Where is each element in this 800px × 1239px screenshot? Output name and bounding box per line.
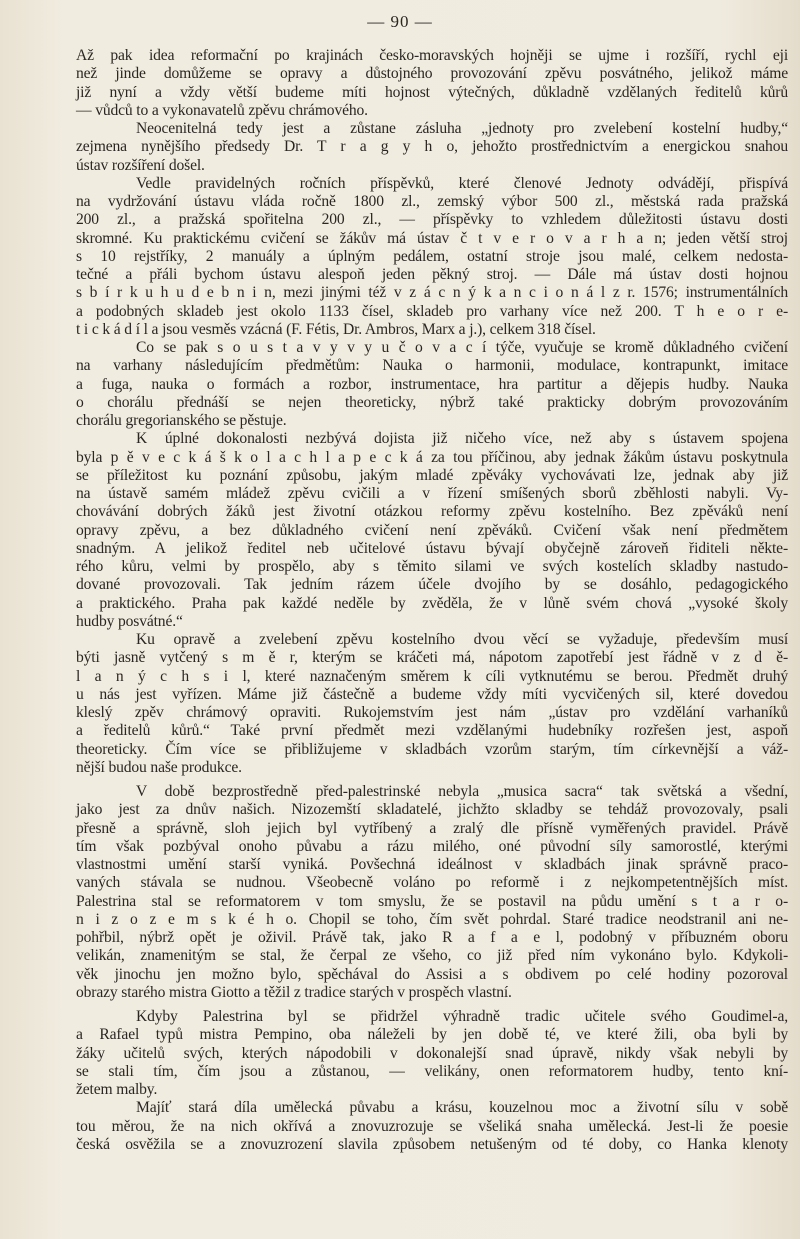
text-line: chovávání dobrých žáků jest životní otázkou reformy zpěvu kostelního. Bez zpěváků není — [76, 503, 788, 521]
paragraph-first-line: Neocenitelná tedy jest a zůstane zásluha „jednoty pro zvelebení kostelní hudby,“ — [136, 120, 788, 137]
text-line: s b í r k u h u d e b n i n, mezi jinými též v z á c n ý k a n c i o n á l z r. 1576; instrumentálních — [76, 284, 788, 302]
text-line: obrazy starého mistra Giotto a těžil z tradice starých v prospěch vlastní. — [76, 983, 512, 1001]
text-line: se příležitost ku poznání způsobu, jakým mladé zpěváky vychovávati lze, jednak aby již — [76, 466, 788, 484]
text-line: již nyní a vždy větší budeme míti hojnost výtečných, důkladně vzdělaných ředitelů kůrů — [76, 83, 788, 101]
text-line: věk jinochu jen možno bylo, spěchával do Assisi a s obdivem po celé hodiny pozoroval — [76, 965, 788, 983]
text-line: Až pak idea reformační po krajinách česko-moravských hojněji se ujme i rozšíří, rychl eji — [76, 47, 788, 64]
text-line: 200 zl., a pražská spořitelna 200 zl., — příspěvky to vzhledem důležitosti ústavu dosti — [76, 211, 788, 229]
text-line: s 10 rejstříky, 2 manuály a úplným pedálem, ostatní stroje jsou malé, celkem nedosta- — [76, 247, 788, 265]
paragraph-first-line: Majíť stará díla umělecká půvabu a krásu, kouzelnou moc a životní sílu v sobě — [136, 1099, 788, 1117]
text-line: Palestrina stal se reformatorem v tom smyslu, že se postavil na půdu umění s t a r o- — [76, 892, 788, 910]
text-line: hudby posvátné.“ — [76, 612, 183, 630]
text-line: než jinde domůžeme se opravy a důstojného provozování zpěvu posvátného, jelikož máme — [76, 65, 788, 83]
text-line: vlastnostmi umění starší vyniká. Povšechná ideálnost v skladbách jinak správně praco- — [76, 856, 788, 873]
text-line: a praktického. Praha pak každé neděle by zvěděla, že v lůně svém chová „vysoké školy — [76, 594, 788, 612]
text-line: na varhany následujícím předmětům: Nauka o harmonii, modulace, kontrapunkt, imitace — [76, 357, 788, 375]
paragraph-first-line: Vedle pravidelných ročních příspěvků, které členové Jednoty odvádějí, přispívá — [136, 174, 788, 192]
text-line: a Rafael typů mistra Pempino, oba náleželi by jen době té, ve které žili, oba byli by — [76, 1026, 788, 1044]
text-line: a ředitelů kůrů.“ Také první předmět mezi vzdělanými hudebníky rozřešen jest, aspoň — [76, 722, 788, 740]
paragraph-first-line: V době bezprostředně před-palestrinské nebyla „musica sacra“ tak světská a všední, — [136, 783, 788, 800]
text-line: — vůdců to a vykonavatelů zpěvu chrámového. — [76, 101, 368, 119]
paragraph-first-line: Ku opravě a zvelebení zpěvu kostelního dvou věcí se vyžaduje, především musí — [136, 631, 788, 648]
text-line: byla p ě v e c k á š k o l a c h l a p e c k á za tou příčinou, aby jednak žákům ústavu poskytnula — [76, 448, 788, 466]
text-line: l a n ý c h s i l, které naznačeným směrem k cíli vytknutému se berou. Předmět druhý — [76, 667, 788, 685]
body-text — [76, 47, 788, 1154]
text-line: tou měrou, že na nich okřívá a znovuzrozuje se všeliká snaha umělecká. Jest-li že poesie — [76, 1117, 788, 1135]
text-line: theoreticky. Čím více se přibližujeme v skladbách vzorům starým, tím církevnější a váž- — [76, 740, 788, 758]
text-line: tečné a přáli bychom ústavu alespoň jeden pěkný stroj. — Dále má ústav dosti hojnou — [76, 266, 788, 283]
text-line: velikán, znamenitým se stal, že čerpal ze všeho, co již před ním vykonáno bylo. Kdykoli- — [76, 947, 788, 965]
text-line: a fuga, nauka o formách a rozbor, instrumentace, hra partitur a dějepis hudby. Nauka — [76, 375, 788, 393]
text-line: chorálu gregorianského se pěstuje. — [76, 412, 287, 429]
text-line: a podobných skladeb jest okolo 1133 čísel, skladeb pro varhany více než 200. T h e o r e- — [76, 302, 788, 320]
text-line: vaných stávala se nudnou. Všeobecně voláno po reformě i z nejkompetentnějších míst. — [76, 874, 788, 892]
text-line: tím však pozbýval onoho půvabu a rázu milého, oné původní síly samorostlé, kterými — [76, 837, 788, 855]
text-line: pohřbil, nýbrž opět je oživil. Právě tak, jako R a f a e l, podobný v příbuzném oboru — [76, 929, 788, 946]
paragraph-first-line: K úplné dokonalosti nezbývá dojista již ničeho více, než aby s ústavem spojena — [136, 430, 788, 448]
text-line: se stali tím, čím jsou a zůstanou, — velikány, onen reformatorem hudby, tento kní- — [76, 1062, 788, 1080]
text-line: n i z o z e m s k é h o. Chopil se toho, čím svět pohrdal. Staré tradice neodstranil ani ne- — [76, 910, 788, 928]
text-line: opravy zpěvu, a bez důkladného cvičení není zpěváků. Cvičení však není předmětem — [76, 521, 788, 539]
text-line: žetem malby. — [76, 1081, 158, 1098]
text-line: přesně a správně, sloh jejich byl vytříbený a zralý dle přísně vyměřených pravidel. Právě — [76, 819, 788, 837]
text-line: zejmena nynějšího předsedy Dr. T r a g y h o, jehožto prostřednictvím a energickou snahou — [76, 138, 788, 156]
paragraph-first-line: Co se pak s o u s t a v y v y u č o v a c í týče, vyučuje se kromě důkladného cvičení — [136, 339, 788, 356]
text-line: jako jest za dnův našich. Nizozemští skladatelé, jichžto skladby se tehdáž provozovaly, psali — [76, 801, 788, 819]
text-line: na vydržování ústavu vláda ročně 1800 zl., zemský výbor 500 zl., městská rada pražská — [76, 193, 788, 210]
text-line: u nás jest vyřízen. Máme již částečně a budeme vždy míti vycvičených sil, které dovedou — [76, 685, 788, 703]
text-line: skromné. Ku praktickému cvičení se žákův má ústav č t v e r o v a r h a n; jeden větší stroj — [76, 229, 788, 247]
text-line: ústav rozšíření došel. — [76, 156, 205, 174]
page-number: — 90 — — [367, 12, 433, 31]
text-line: rého kůru, velmi by prospělo, aby s těmito silami ve svých kostelích skladby nastudo- — [76, 558, 788, 575]
text-line: t i c k á d í l a jsou vesměs vzácná (F. Fétis, Dr. Ambros, Marx a j.), celkem 318 čísel. — [76, 320, 596, 338]
text-line: česká osvěžila se a znovuzrození slavila způsobem netušeným od té doby, co Hanka klenoty — [76, 1135, 788, 1153]
paragraph-first-line: Kdyby Palestrina byl se přidržel výhradně tradic učitele svého Goudimel-a, — [136, 1008, 788, 1025]
text-line: o chorálu přednáší se nejen theoreticky, nýbrž také prakticky dobrým provozováním — [76, 393, 788, 411]
text-line: snadným. A jelikož ředitel neb učitelové ústavu bývají obyčejně zároveň řiditeli někte- — [76, 539, 788, 557]
text-line: žáky učitelů svých, kterých nápodobili v dokonalejší snad úpravě, nikdy však nebyli by — [76, 1044, 788, 1062]
text-line: na ústavě samém mládež zpěvu cvičili a v řízení smíšených sborů zběhlosti nabyli. Vy- — [76, 485, 788, 502]
text-line: kleslý zpěv chrámový opraviti. Rukojemstvím jest nám „ústav pro vzdělání varhaníků — [76, 704, 788, 721]
text-line: nější budou naše produkce. — [76, 758, 242, 776]
text-line: dované provozovali. Tak jedním rázem účele dvojího by se dosáhlo, pedagogického — [76, 576, 788, 594]
text-line: býti jasně vytčený s m ě r, kterým se kráčeti má, nápotom zapotřebí jest řádně v z d ě- — [76, 649, 788, 667]
